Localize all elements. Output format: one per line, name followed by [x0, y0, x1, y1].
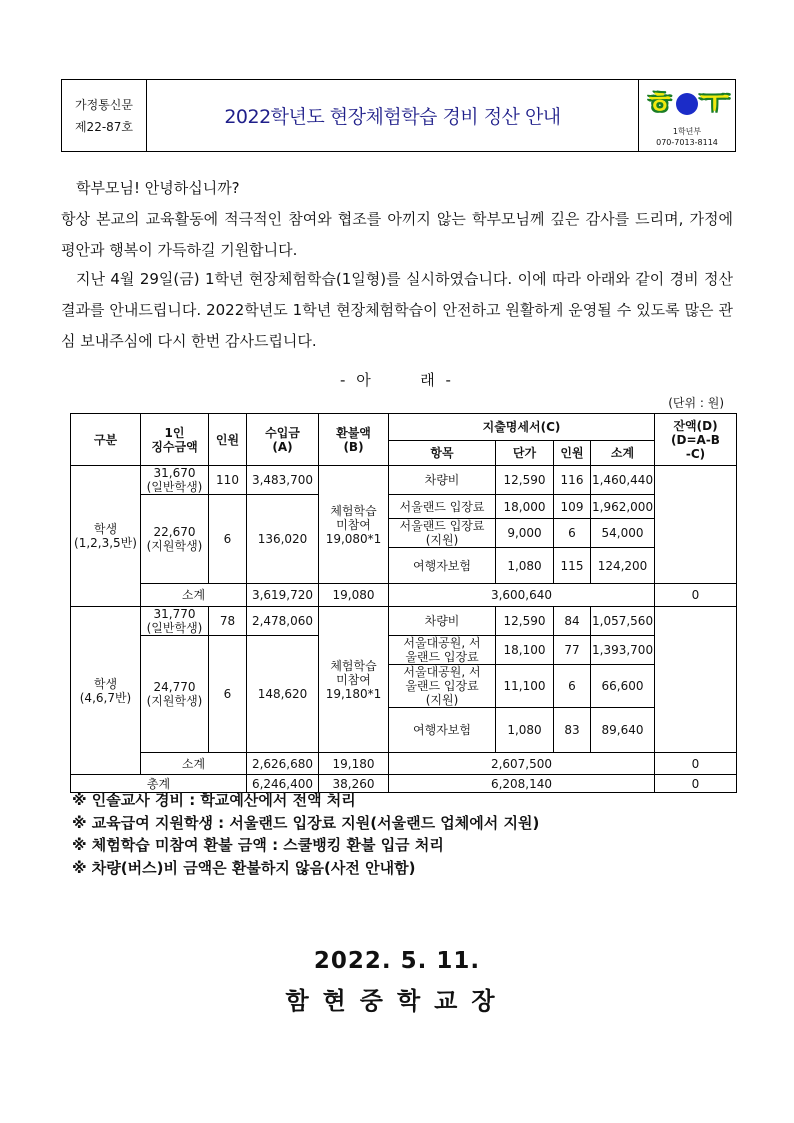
payer-count: 6	[209, 495, 247, 584]
logo-dot	[676, 93, 698, 115]
balance-blank	[655, 607, 737, 753]
phone-number: 070-7013-8114	[656, 138, 718, 147]
per-person-amount: 31,770 (일반학생)	[141, 607, 209, 636]
group-label: 학생 (4,6,7반)	[71, 607, 141, 775]
grand-total-refund: 38,260	[319, 775, 389, 793]
item-subtotal: 54,000	[591, 519, 655, 548]
item-count: 115	[554, 548, 591, 584]
greeting-paragraph	[61, 173, 733, 266]
info-paragraph	[61, 264, 733, 357]
subtotal-label: 소계	[141, 753, 247, 775]
table-row	[71, 414, 737, 441]
item-subtotal: 66,600	[591, 665, 655, 708]
school-info	[638, 80, 735, 151]
payer-count: 78	[209, 607, 247, 636]
header-balance: 잔액(D) (D=A-B -C)	[655, 414, 737, 466]
item-unit-price: 1,080	[496, 548, 554, 584]
signature: 함현중학교장	[285, 987, 509, 1015]
subtotal-income: 3,619,720	[247, 584, 319, 607]
notes	[72, 789, 539, 879]
item-name: 여행자보험	[389, 548, 496, 584]
item-count: 6	[554, 665, 591, 708]
header-item-count: 인원	[554, 441, 591, 466]
item-count: 83	[554, 708, 591, 753]
item-subtotal: 89,640	[591, 708, 655, 753]
header-expense: 지출명세서(C)	[389, 414, 655, 441]
department: 1학년부	[672, 127, 702, 136]
item-name: 서울랜드 입장료	[389, 495, 496, 519]
header-unit-price: 단가	[496, 441, 554, 466]
issue-date: 2022. 5. 11.	[313, 948, 481, 974]
subtotal-label: 소계	[141, 584, 247, 607]
table-row	[71, 495, 737, 519]
table-row	[71, 636, 737, 665]
grand-total-income: 6,246,400	[247, 775, 319, 793]
table-row	[71, 584, 737, 607]
income-amount: 2,478,060	[247, 607, 319, 636]
item-name: 서울대공원, 서 울랜드 입장료	[389, 636, 496, 665]
doc-number: 제22-87호	[74, 119, 134, 134]
item-subtotal: 1,057,560	[591, 607, 655, 636]
header-box	[61, 79, 736, 152]
income-amount: 3,483,700	[247, 466, 319, 495]
payer-count: 6	[209, 636, 247, 753]
refund-note: 체험학습 미참여 19,180*1	[319, 607, 389, 753]
grand-total-balance: 0	[655, 775, 737, 793]
item-name: 서울랜드 입장료 (지원)	[389, 519, 496, 548]
payer-count: 110	[209, 466, 247, 495]
grand-total-expense: 6,208,140	[389, 775, 655, 793]
doc-type: 가정통신문	[75, 97, 133, 112]
table-row	[71, 753, 737, 775]
info-body: 지난 4월 29일(금) 1학년 현장체험학습(1일형)를 실시하였습니다. 이에 따라 아래와 같이 경비 정산 결과를 안내드립니다. 2022학년도 1학년 현장체험학습이 안전하고 원활하게 운영될 수 있도록 많은 관심 보내주심에 다시 한번 감사드립니다.	[61, 270, 733, 350]
header-subtotal: 소계	[591, 441, 655, 466]
item-name: 차량비	[389, 607, 496, 636]
item-subtotal: 1,962,000	[591, 495, 655, 519]
subtotal-expense: 2,607,500	[389, 753, 655, 775]
subtotal-expense: 3,600,640	[389, 584, 655, 607]
item-name: 서울대공원, 서 울랜드 입장료 (지원)	[389, 665, 496, 708]
income-amount: 136,020	[247, 495, 319, 584]
subtotal-refund: 19,080	[319, 584, 389, 607]
balance-blank	[655, 466, 737, 584]
item-unit-price: 11,100	[496, 665, 554, 708]
subtotal-refund: 19,180	[319, 753, 389, 775]
note-item: ※ 차량(버스)비 금액은 환불하지 않음(사전 안내함)	[72, 858, 416, 877]
item-unit-price: 18,000	[496, 495, 554, 519]
item-count: 116	[554, 466, 591, 495]
note-item: ※ 교육급여 지원학생 : 서울랜드 입장료 지원(서울랜드 업체에서 지원)	[72, 813, 540, 832]
header-per-person: 1인 징수금액	[141, 414, 209, 466]
note-item: ※ 체험학습 미참여 환불 금액 : 스쿨뱅킹 환불 입금 처리	[72, 836, 444, 854]
group-label: 학생 (1,2,3,5반)	[71, 466, 141, 607]
per-person-amount: 24,770 (지원학생)	[141, 636, 209, 753]
subtotal-balance: 0	[655, 753, 737, 775]
school-logo	[645, 88, 729, 120]
header-count: 인원	[209, 414, 247, 466]
header-item: 항목	[389, 441, 496, 466]
income-amount: 148,620	[247, 636, 319, 753]
logo-glyph-right: ㅜ	[700, 86, 729, 121]
item-subtotal: 1,393,700	[591, 636, 655, 665]
item-unit-price: 12,590	[496, 607, 554, 636]
subtotal-income: 2,626,680	[247, 753, 319, 775]
page-title: 2022학년도 현장체험학습 경비 정산 안내	[224, 106, 561, 128]
logo-glyph-left: ㅎ	[645, 86, 674, 121]
grand-total-label: 총계	[71, 775, 247, 793]
item-count: 109	[554, 495, 591, 519]
item-unit-price: 1,080	[496, 708, 554, 753]
table-row	[71, 607, 737, 636]
subtotal-balance: 0	[655, 584, 737, 607]
item-count: 77	[554, 636, 591, 665]
item-count: 84	[554, 607, 591, 636]
note-item: ※ 인솔교사 경비 : 학교예산에서 전액 처리	[72, 791, 356, 809]
item-unit-price: 9,000	[496, 519, 554, 548]
per-person-amount: 31,670 (일반학생)	[141, 466, 209, 495]
unit-label: (단위 : 원)	[668, 396, 724, 410]
refund-note: 체험학습 미참여 19,080*1	[319, 466, 389, 584]
header-refund: 환불액 (B)	[319, 414, 389, 466]
item-subtotal: 124,200	[591, 548, 655, 584]
greeting-body: 항상 본교의 교육활동에 적극적인 참여와 협조를 아끼지 않는 학부모님께 깊은 감사를 드리며, 가정에 평안과 행복이 가득하길 기원합니다.	[61, 210, 733, 259]
item-count: 6	[554, 519, 591, 548]
greeting: 학부모님! 안녕하십니까?	[76, 179, 240, 197]
item-unit-price: 18,100	[496, 636, 554, 665]
expense-table	[70, 413, 737, 793]
item-name: 여행자보험	[389, 708, 496, 753]
notice-heading: - 아 래 -	[340, 371, 454, 389]
item-unit-price: 12,590	[496, 466, 554, 495]
table-row	[71, 466, 737, 495]
header-group: 구분	[71, 414, 141, 466]
doc-info	[62, 80, 147, 151]
item-subtotal: 1,460,440	[591, 466, 655, 495]
item-name: 차량비	[389, 466, 496, 495]
header-income: 수입금 (A)	[247, 414, 319, 466]
per-person-amount: 22,670 (지원학생)	[141, 495, 209, 584]
